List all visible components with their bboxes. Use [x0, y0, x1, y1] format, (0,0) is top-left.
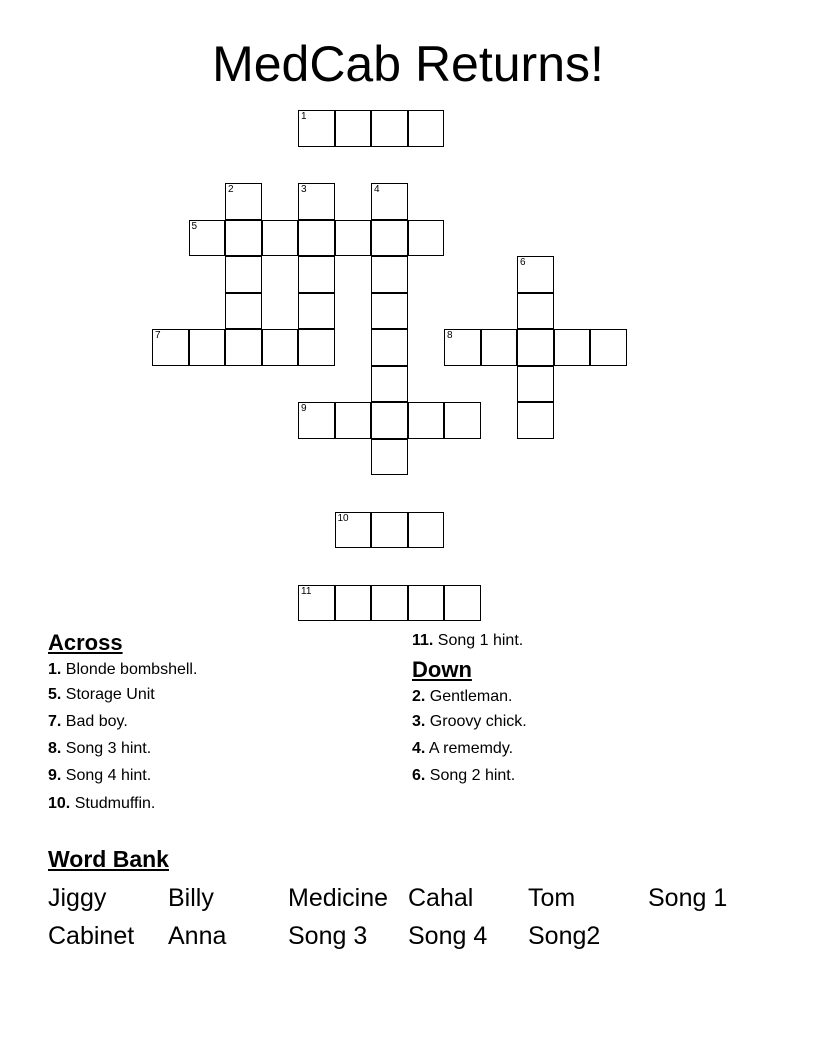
- clue-number: 2: [228, 184, 234, 195]
- clue-down-6: 6. Song 2 hint.: [412, 767, 516, 784]
- crossword-cell[interactable]: [444, 585, 481, 622]
- clue-number: 3: [301, 184, 307, 195]
- page-title: MedCab Returns!: [212, 36, 604, 92]
- word-bank-item: Medicine: [288, 884, 389, 912]
- crossword-cell[interactable]: [298, 256, 335, 293]
- crossword-cell[interactable]: [444, 402, 481, 439]
- word-bank-item: Song 4: [408, 922, 488, 950]
- crossword-cell[interactable]: [517, 329, 554, 366]
- word-bank-item: Billy: [168, 884, 214, 912]
- clue-number: 8: [447, 330, 453, 341]
- word-bank-item: Song2: [528, 922, 601, 950]
- crossword-cell[interactable]: [225, 183, 262, 220]
- crossword-cell[interactable]: [335, 512, 372, 549]
- crossword-cell[interactable]: [408, 220, 445, 257]
- word-bank-item: Anna: [168, 922, 227, 950]
- word-bank-heading: Word Bank: [48, 846, 169, 872]
- word-bank-item: Song 3: [288, 922, 368, 950]
- clue-number: 1: [301, 111, 307, 122]
- clue-across-10: 10. Studmuffin.: [48, 795, 156, 812]
- clue-down-3: 3. Groovy chick.: [412, 713, 527, 730]
- crossword-cell[interactable]: [517, 256, 554, 293]
- crossword-cell[interactable]: [152, 329, 189, 366]
- word-bank-item: Song 1: [648, 884, 728, 912]
- clue-down-2: 2. Gentleman.: [412, 688, 513, 705]
- crossword-cell[interactable]: [481, 329, 518, 366]
- word-bank-item: Tom: [528, 884, 576, 912]
- crossword-cell[interactable]: [335, 110, 372, 147]
- crossword-cell[interactable]: [298, 110, 335, 147]
- crossword-cell[interactable]: [371, 183, 408, 220]
- crossword-cell[interactable]: [225, 220, 262, 257]
- crossword-cell[interactable]: [554, 329, 591, 366]
- crossword-cell[interactable]: [517, 293, 554, 330]
- crossword-cell[interactable]: [590, 329, 627, 366]
- clue-across-7: 7. Bad boy.: [48, 713, 128, 730]
- crossword-cell[interactable]: [298, 585, 335, 622]
- crossword-cell[interactable]: [371, 402, 408, 439]
- crossword-cell[interactable]: [225, 329, 262, 366]
- clue-across-1: 1. Blonde bombshell.: [48, 661, 198, 678]
- crossword-cell[interactable]: [371, 256, 408, 293]
- crossword-cell[interactable]: [371, 329, 408, 366]
- clue-across-9: 9. Song 4 hint.: [48, 767, 152, 784]
- clue-across-11: 11. Song 1 hint.: [412, 632, 524, 649]
- crossword-cell[interactable]: [371, 512, 408, 549]
- crossword-cell[interactable]: [371, 585, 408, 622]
- clue-number: 11: [301, 585, 312, 597]
- clue-number: 9: [301, 403, 307, 414]
- clue-down-4: 4. A rememdy.: [412, 740, 514, 757]
- crossword-cell[interactable]: [371, 220, 408, 257]
- crossword-cell[interactable]: [225, 293, 262, 330]
- clue-number: 7: [155, 330, 161, 341]
- crossword-cell[interactable]: [517, 402, 554, 439]
- crossword-cell[interactable]: [335, 402, 372, 439]
- crossword-cell[interactable]: [408, 585, 445, 622]
- crossword-cell[interactable]: [225, 256, 262, 293]
- word-bank-item: Jiggy: [48, 884, 107, 912]
- clue-number: 5: [191, 220, 198, 232]
- crossword-cell[interactable]: [298, 329, 335, 366]
- crossword-cell[interactable]: [298, 220, 335, 257]
- word-bank-item: Cahal: [408, 884, 474, 912]
- crossword-cell[interactable]: [371, 366, 408, 403]
- crossword-cell[interactable]: [371, 439, 408, 476]
- crossword-cell[interactable]: [298, 293, 335, 330]
- crossword-cell[interactable]: [517, 366, 554, 403]
- crossword-cell[interactable]: [298, 402, 335, 439]
- crossword-cell[interactable]: [408, 110, 445, 147]
- crossword-cell[interactable]: [335, 220, 372, 257]
- clue-number: 6: [520, 257, 526, 268]
- crossword-cell[interactable]: [408, 512, 445, 549]
- crossword-cell[interactable]: [335, 585, 372, 622]
- down-heading: Down: [412, 657, 472, 682]
- crossword-cell[interactable]: [371, 293, 408, 330]
- word-bank-item: Cabinet: [48, 922, 135, 950]
- crossword-cell[interactable]: [262, 220, 299, 257]
- crossword-cell[interactable]: [189, 329, 226, 366]
- clue-across-8: 8. Song 3 hint.: [48, 740, 152, 757]
- crossword-cell[interactable]: [298, 183, 335, 220]
- clue-number: 4: [374, 184, 380, 195]
- crossword-cell[interactable]: [189, 220, 226, 257]
- clue-number: 10: [337, 512, 349, 524]
- crossword-cell[interactable]: [262, 329, 299, 366]
- across-heading: Across: [48, 630, 123, 655]
- clue-across-5: 5. Storage Unit: [48, 686, 155, 703]
- crossword-cell[interactable]: [444, 329, 481, 366]
- crossword-cell[interactable]: [408, 402, 445, 439]
- crossword-cell[interactable]: [371, 110, 408, 147]
